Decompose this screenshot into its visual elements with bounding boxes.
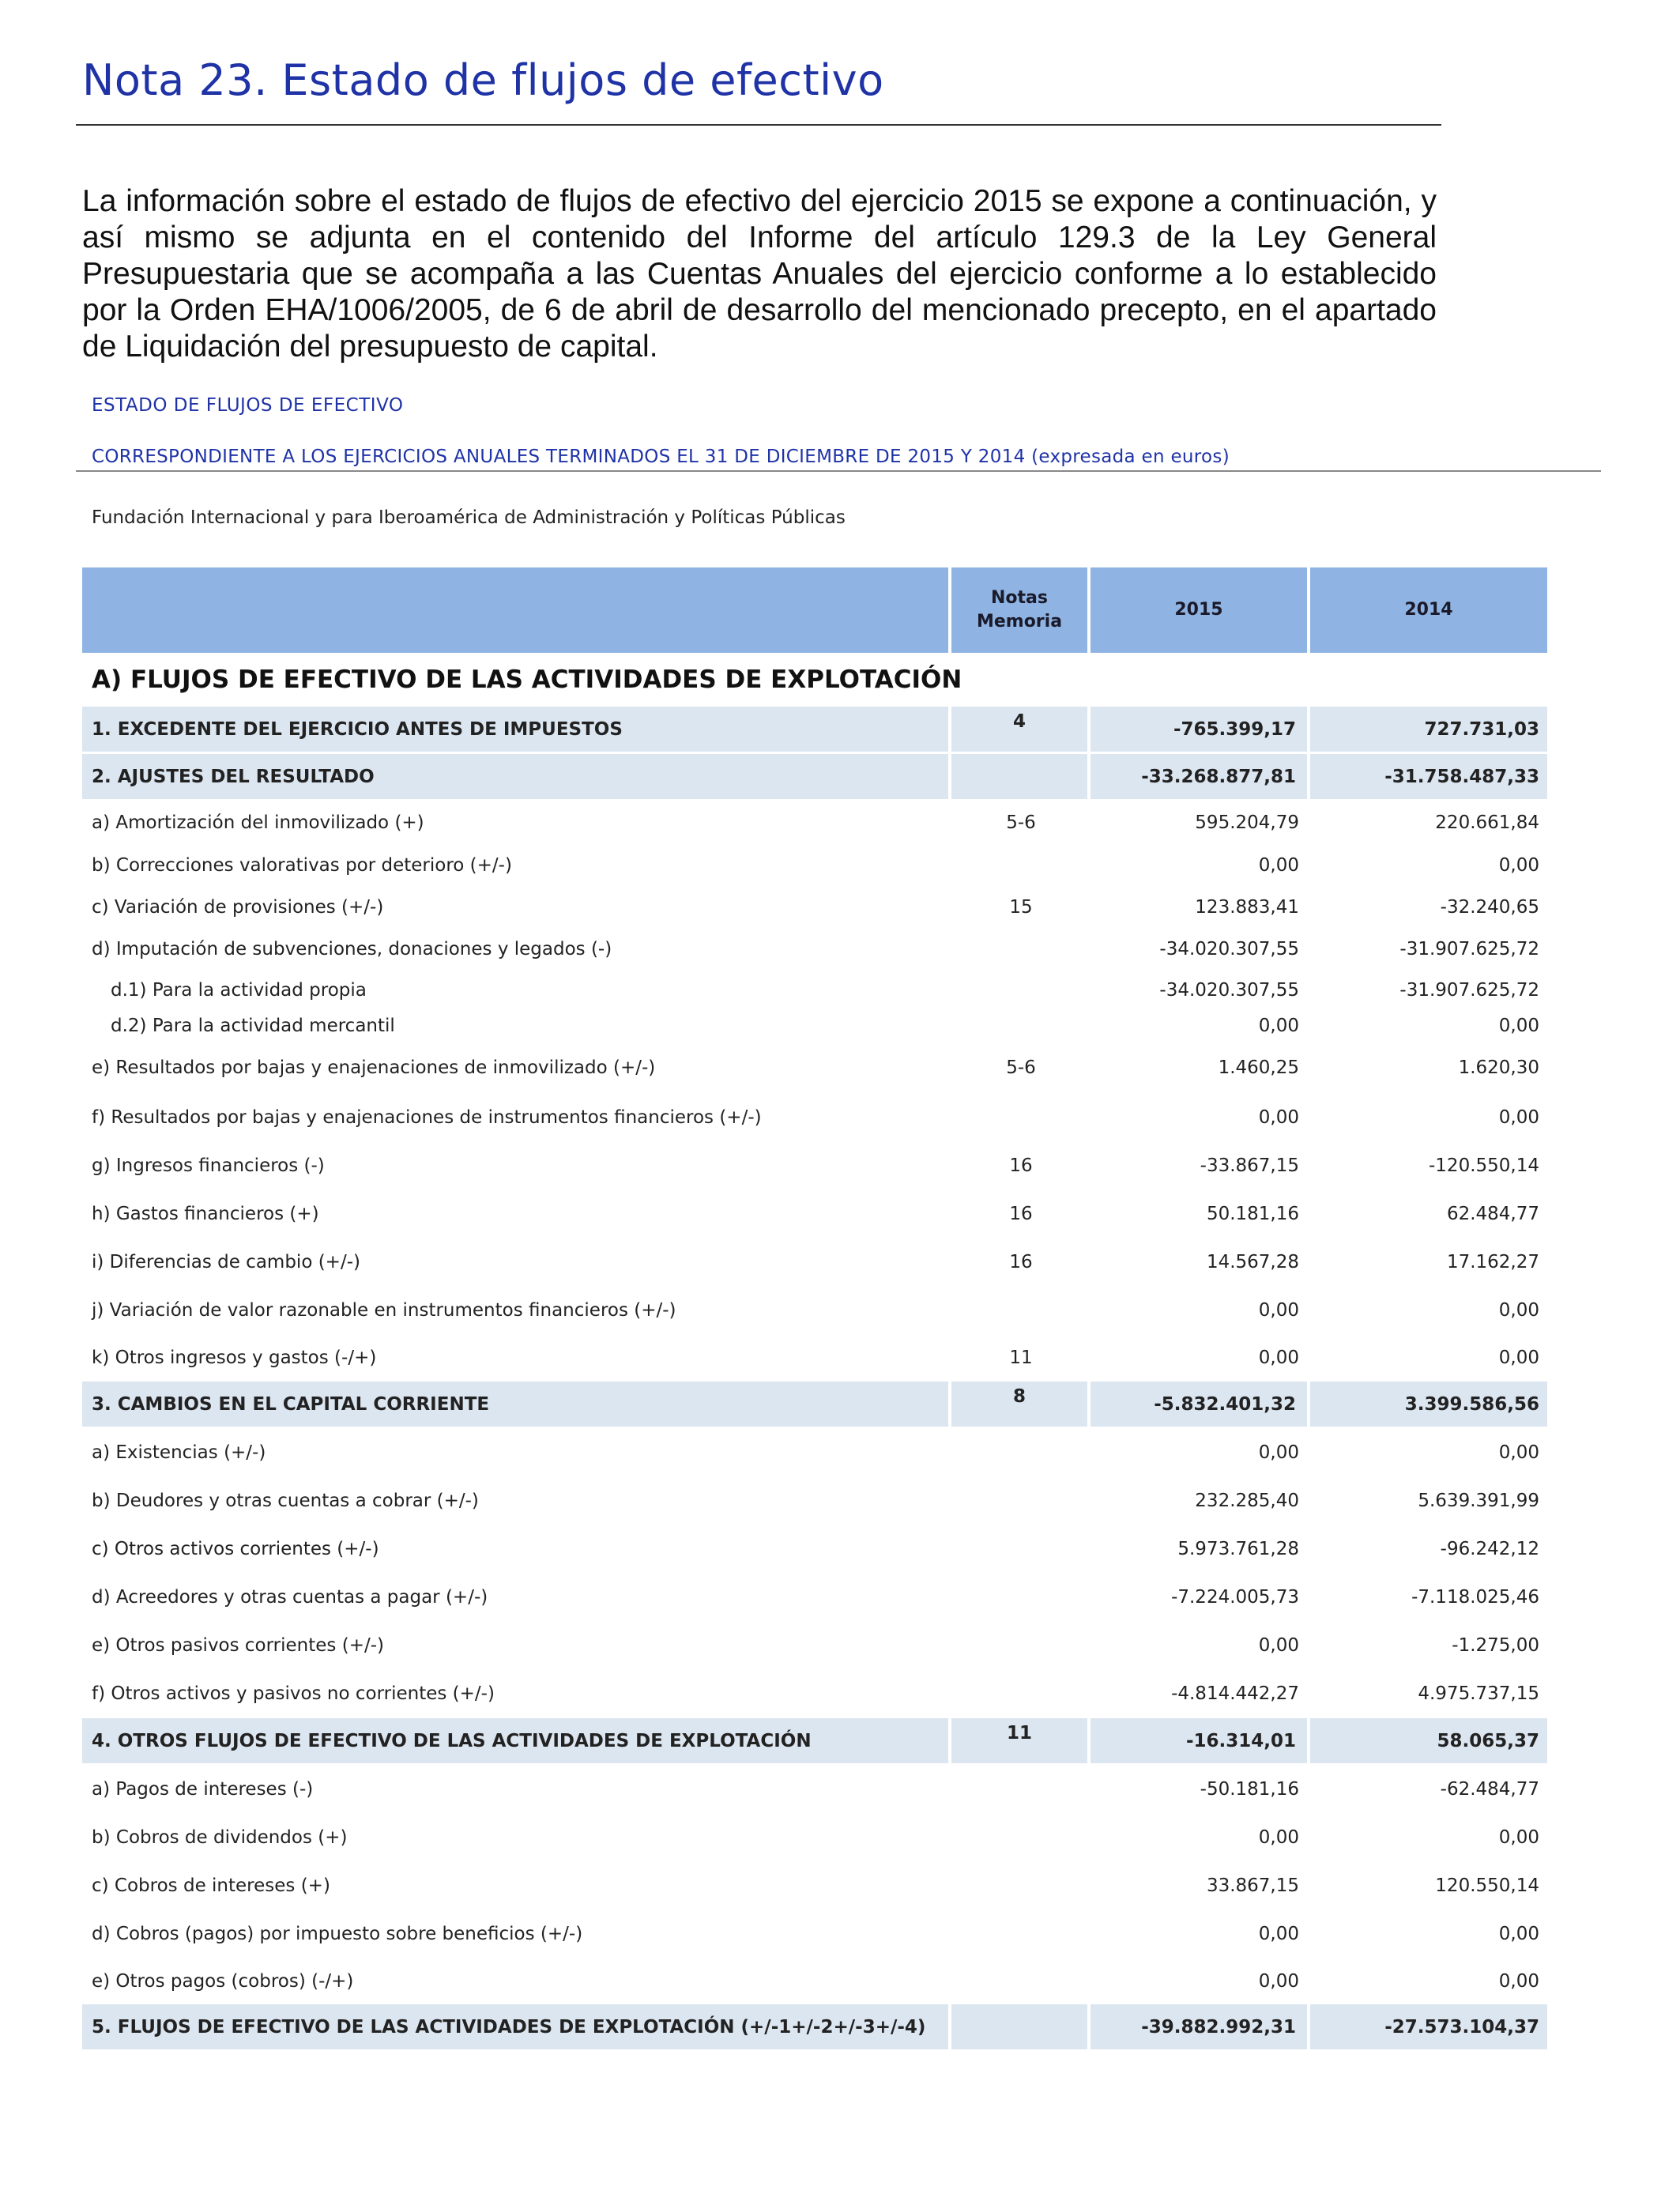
- row-value-2015: 595.204,79: [1195, 812, 1299, 833]
- subtotal-row: [82, 707, 1547, 754]
- row-nota: 16: [1009, 1155, 1033, 1176]
- row-nota: [951, 1669, 1090, 1718]
- table-header: [82, 567, 1547, 653]
- row-nota: 11: [1009, 1348, 1033, 1368]
- row-value-2014: -96.242,12: [1440, 1539, 1539, 1559]
- row-value-2015: 123.883,41: [1195, 897, 1299, 918]
- header-2015: 2015: [1090, 567, 1310, 653]
- row-value-2014: 62.484,77: [1446, 1204, 1539, 1224]
- row-nota: 8: [951, 1382, 1090, 1429]
- row-value-2014: 0,00: [1498, 1107, 1539, 1128]
- row-nota: [951, 971, 1090, 1010]
- table-row: [82, 1334, 1547, 1382]
- row-value-2014: 727.731,03: [1310, 707, 1547, 754]
- row-value-2015: -39.882.992,31: [1090, 2004, 1310, 2052]
- row-label: k) Otros ingresos y gastos (-/+): [92, 1348, 377, 1368]
- row-label: 1. EXCEDENTE DEL EJERCICIO ANTES DE IMPUESTOS: [82, 707, 951, 754]
- table-row: [82, 1862, 1547, 1909]
- header-2014: 2014: [1310, 567, 1547, 653]
- row-label: d) Imputación de subvenciones, donaciones y legados (-): [92, 939, 612, 959]
- row-label: 3. CAMBIOS EN EL CAPITAL CORRIENTE: [82, 1382, 951, 1429]
- row-value-2015: -34.020.307,55: [1159, 939, 1299, 959]
- header-notas: Notas Memoria: [951, 567, 1090, 653]
- row-nota: 15: [1009, 897, 1033, 918]
- row-value-2014: 0,00: [1498, 1016, 1539, 1036]
- row-value-2014: 3.399.586,56: [1310, 1382, 1547, 1429]
- row-value-2014: 0,00: [1498, 855, 1539, 876]
- row-label: i) Diferencias de cambio (+/-): [92, 1252, 360, 1272]
- subtotal-row: [82, 754, 1547, 801]
- row-label: f) Otros activos y pasivos no corrientes (+/-): [92, 1683, 495, 1704]
- section-heading: [82, 653, 1547, 707]
- row-nota: 16: [1009, 1252, 1033, 1272]
- row-nota: [951, 1010, 1090, 1042]
- row-nota: [951, 1958, 1090, 2004]
- table-row: [82, 1238, 1547, 1287]
- row-value-2015: 0,00: [1258, 1300, 1299, 1321]
- row-value-2015: 5.973.761,28: [1177, 1539, 1299, 1559]
- page-title: Nota 23. Estado de flujos de efectivo: [82, 55, 884, 105]
- row-label: d.1) Para la actividad propia: [111, 980, 367, 1001]
- row-value-2015: 0,00: [1258, 1016, 1299, 1036]
- table-row: [82, 1958, 1547, 2004]
- row-value-2015: 1.460,25: [1218, 1057, 1299, 1078]
- title-divider: [76, 124, 1441, 126]
- row-nota: [951, 1094, 1090, 1141]
- row-value-2015: 33.867,15: [1206, 1875, 1299, 1896]
- row-value-2014: -31.907.625,72: [1399, 980, 1539, 1001]
- cash-flow-table: [82, 567, 1547, 2052]
- row-value-2014: -31.907.625,72: [1399, 939, 1539, 959]
- row-nota: [951, 1476, 1090, 1525]
- row-label: 2. AJUSTES DEL RESULTADO: [82, 754, 951, 801]
- row-label: e) Otros pagos (cobros) (-/+): [92, 1971, 354, 1992]
- row-value-2014: 0,00: [1498, 1300, 1539, 1321]
- row-label: b) Correcciones valorativas por deterioro (+/-): [92, 855, 512, 876]
- table-row: [82, 1813, 1547, 1862]
- row-value-2014: -1.275,00: [1452, 1635, 1539, 1656]
- row-nota: [951, 2004, 1090, 2052]
- row-label: h) Gastos financieros (+): [92, 1204, 319, 1224]
- row-label: d) Cobros (pagos) por impuesto sobre beneficios (+/-): [92, 1924, 583, 1944]
- row-value-2015: -765.399,17: [1090, 707, 1310, 754]
- row-nota: [951, 1766, 1090, 1813]
- row-label: d.2) Para la actividad mercantil: [111, 1016, 395, 1036]
- row-value-2014: 17.162,27: [1446, 1252, 1539, 1272]
- row-label: f) Resultados por bajas y enajenaciones de instrumentos financieros (+/-): [92, 1107, 762, 1128]
- row-value-2015: 0,00: [1258, 1442, 1299, 1463]
- subtotal-row: [82, 2004, 1547, 2052]
- row-value-2014: 58.065,37: [1310, 1718, 1547, 1766]
- row-value-2014: -32.240,65: [1440, 897, 1539, 918]
- row-value-2014: 0,00: [1498, 1827, 1539, 1848]
- row-label: j) Variación de valor razonable en instrumentos financieros (+/-): [92, 1300, 676, 1321]
- table-row: [82, 928, 1547, 971]
- row-nota: 16: [1009, 1204, 1033, 1224]
- row-value-2015: -7.224.005,73: [1171, 1587, 1299, 1608]
- table-row: [82, 1622, 1547, 1669]
- row-nota: [951, 844, 1090, 887]
- row-value-2014: -27.573.104,37: [1310, 2004, 1547, 2052]
- row-label: b) Cobros de dividendos (+): [92, 1827, 348, 1848]
- table-row: [82, 1042, 1547, 1094]
- header-concept: [82, 567, 951, 653]
- table-row: [82, 887, 1547, 928]
- table-row: [82, 1141, 1547, 1190]
- row-value-2015: -33.867,15: [1200, 1155, 1299, 1176]
- row-value-2015: -34.020.307,55: [1159, 980, 1299, 1001]
- row-label: g) Ingresos financieros (-): [92, 1155, 325, 1176]
- row-value-2014: 0,00: [1498, 1348, 1539, 1368]
- row-nota: 5-6: [1006, 812, 1036, 833]
- row-nota: [951, 928, 1090, 971]
- row-nota: 5-6: [1006, 1057, 1036, 1078]
- statement-divider: [76, 470, 1601, 472]
- row-label: 5. FLUJOS DE EFECTIVO DE LAS ACTIVIDADES DE EXPLOTACIÓN (+/-1+/-2+/-3+/-4): [82, 2004, 951, 2052]
- row-nota: [951, 1862, 1090, 1909]
- row-label: a) Existencias (+/-): [92, 1442, 266, 1463]
- row-value-2015: 0,00: [1258, 855, 1299, 876]
- row-label: 4. OTROS FLUJOS DE EFECTIVO DE LAS ACTIVIDADES DE EXPLOTACIÓN: [82, 1718, 951, 1766]
- row-value-2014: -31.758.487,33: [1310, 754, 1547, 801]
- row-nota: [951, 1622, 1090, 1669]
- row-nota: [951, 1429, 1090, 1476]
- row-nota: [951, 1525, 1090, 1573]
- section-a-label: A) FLUJOS DE EFECTIVO DE LAS ACTIVIDADES DE EXPLOTACIÓN: [92, 665, 962, 694]
- row-value-2014: 5.639.391,99: [1418, 1491, 1539, 1511]
- table-row: [82, 1573, 1547, 1622]
- table-row: [82, 1287, 1547, 1334]
- row-nota: [951, 1573, 1090, 1622]
- row-nota: [951, 1813, 1090, 1862]
- entity-name: Fundación Internacional y para Iberoamérica de Administración y Políticas Públicas: [92, 507, 846, 528]
- row-value-2014: 220.661,84: [1435, 812, 1539, 833]
- row-label: c) Otros activos corrientes (+/-): [92, 1539, 379, 1559]
- row-value-2015: 50.181,16: [1206, 1204, 1299, 1224]
- statement-subheading: CORRESPONDIENTE A LOS EJERCICIOS ANUALES TERMINADOS EL 31 DE DICIEMBRE DE 2015 Y 2014 (expresada en euros): [92, 447, 1230, 467]
- row-value-2015: 0,00: [1258, 1348, 1299, 1368]
- row-label: d) Acreedores y otras cuentas a pagar (+/-): [92, 1587, 488, 1608]
- row-label: e) Otros pasivos corrientes (+/-): [92, 1635, 384, 1656]
- table-row: [82, 1669, 1547, 1718]
- table-row: [82, 1190, 1547, 1238]
- row-label: a) Amortización del inmovilizado (+): [92, 812, 424, 833]
- statement-heading: ESTADO DE FLUJOS DE EFECTIVO: [92, 395, 404, 416]
- row-nota: [951, 1287, 1090, 1334]
- table-row: [82, 1094, 1547, 1141]
- table-row: [82, 844, 1547, 887]
- row-nota: 4: [951, 707, 1090, 754]
- row-label: e) Resultados por bajas y enajenaciones de inmovilizado (+/-): [92, 1057, 656, 1078]
- row-value-2015: 0,00: [1258, 1635, 1299, 1656]
- table-row: [82, 1010, 1547, 1042]
- row-label: c) Cobros de intereses (+): [92, 1875, 330, 1896]
- row-value-2015: -5.832.401,32: [1090, 1382, 1310, 1429]
- table-row: [82, 971, 1547, 1010]
- row-value-2015: 14.567,28: [1206, 1252, 1299, 1272]
- subtotal-row: [82, 1382, 1547, 1429]
- table-row: [82, 1766, 1547, 1813]
- row-value-2014: 1.620,30: [1458, 1057, 1539, 1078]
- row-value-2015: -16.314,01: [1090, 1718, 1310, 1766]
- table-row: [82, 801, 1547, 844]
- row-value-2015: -33.268.877,81: [1090, 754, 1310, 801]
- row-nota: 11: [951, 1718, 1090, 1766]
- table-body: [82, 707, 1547, 2052]
- row-nota: [951, 754, 1090, 801]
- row-value-2014: -62.484,77: [1440, 1779, 1539, 1800]
- row-value-2014: -120.550,14: [1429, 1155, 1539, 1176]
- table-row: [82, 1525, 1547, 1573]
- row-value-2015: 0,00: [1258, 1924, 1299, 1944]
- row-value-2014: 4.975.737,15: [1418, 1683, 1539, 1704]
- row-value-2015: 0,00: [1258, 1827, 1299, 1848]
- row-value-2015: 232.285,40: [1195, 1491, 1299, 1511]
- row-value-2015: -4.814.442,27: [1171, 1683, 1299, 1704]
- row-value-2015: -50.181,16: [1200, 1779, 1299, 1800]
- intro-paragraph: La información sobre el estado de flujos de efectivo del ejercicio 2015 se expone a continuación, y así mismo se adjunta en el contenido del Informe del artículo 129.3 de la Ley General Presupuestaria que se acompaña a las Cuentas Anuales del ejercicio conforme a lo establecido por la Orden EHA/1006/2005, de 6 de abril de desarrollo del mencionado precepto, en el apartado de Liquidación del presupuesto de capital.: [82, 184, 1437, 364]
- row-value-2015: 0,00: [1258, 1971, 1299, 1992]
- row-label: c) Variación de provisiones (+/-): [92, 897, 384, 918]
- row-label: a) Pagos de intereses (-): [92, 1779, 314, 1800]
- row-label: b) Deudores y otras cuentas a cobrar (+/-): [92, 1491, 479, 1511]
- subtotal-row: [82, 1718, 1547, 1766]
- row-value-2014: -7.118.025,46: [1411, 1587, 1539, 1608]
- row-value-2014: 0,00: [1498, 1924, 1539, 1944]
- row-value-2014: 120.550,14: [1435, 1875, 1539, 1896]
- table-row: [82, 1429, 1547, 1476]
- table-row: [82, 1476, 1547, 1525]
- row-nota: [951, 1909, 1090, 1958]
- row-value-2015: 0,00: [1258, 1107, 1299, 1128]
- row-value-2014: 0,00: [1498, 1442, 1539, 1463]
- table-row: [82, 1909, 1547, 1958]
- row-value-2014: 0,00: [1498, 1971, 1539, 1992]
